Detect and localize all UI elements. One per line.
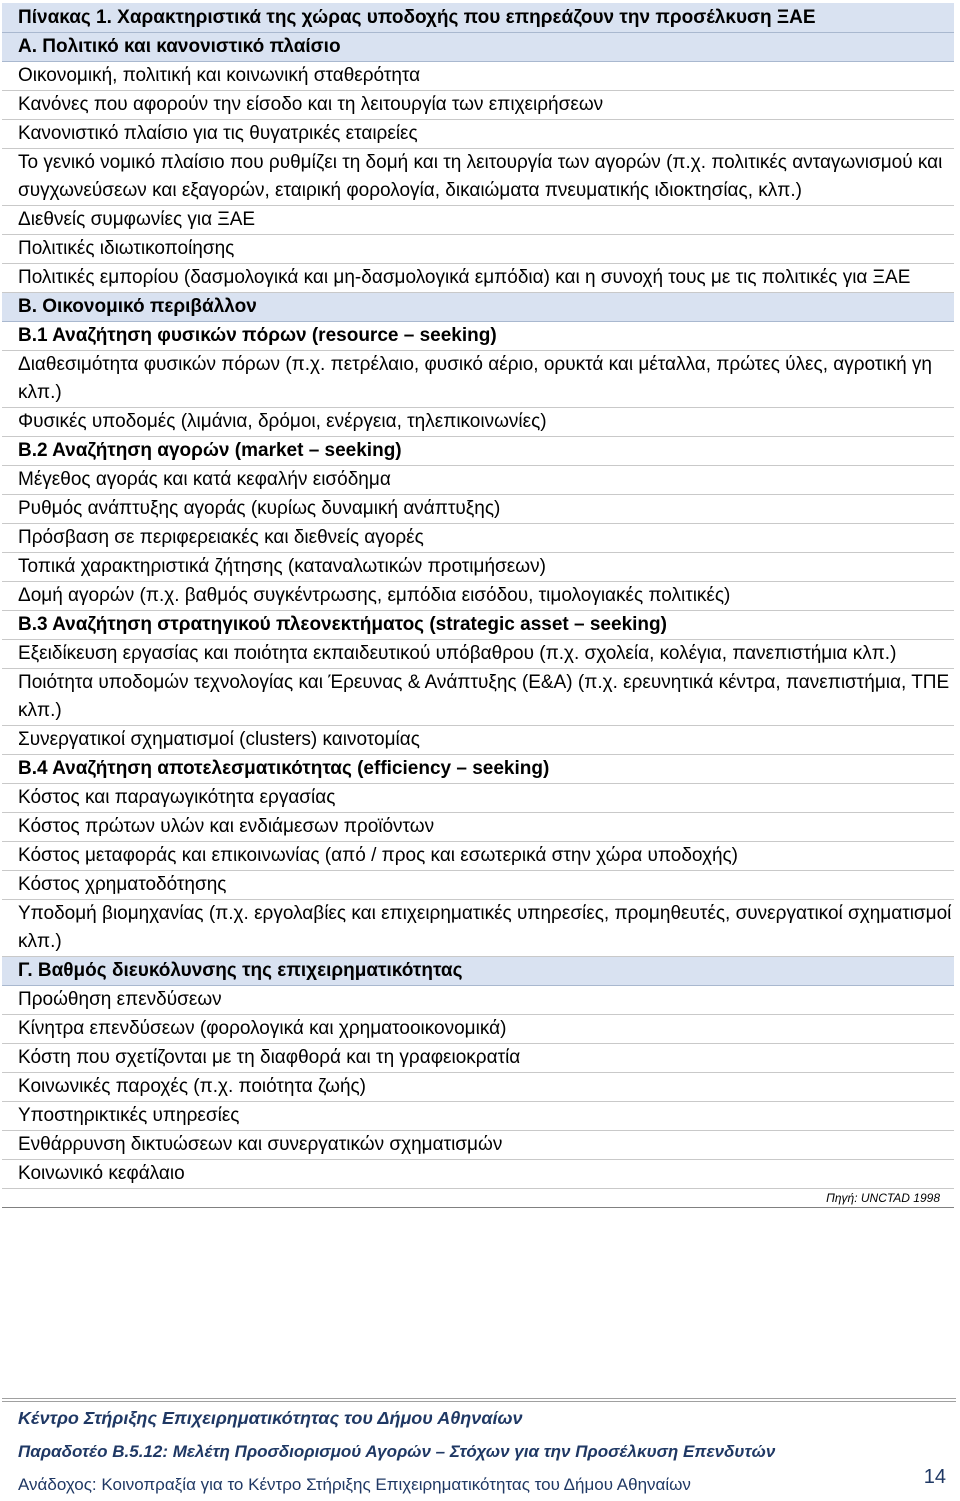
- table-row: [2, 149, 954, 206]
- table-cell: Κοινωνικό κεφάλαιο: [2, 1160, 954, 1189]
- table-row: [2, 871, 954, 900]
- table-cell: Οικονομική, πολιτική και κοινωνική σταθερότητα: [2, 62, 954, 91]
- factors-table: [2, 33, 954, 1208]
- table-row: [2, 986, 954, 1015]
- footer-contractor: Ανάδοχος: Κοινοπραξία για το Κέντρο Στήριξης Επιχειρηματικότητας του Δήμου Αθηναίων: [18, 1475, 691, 1494]
- table-row: [2, 1044, 954, 1073]
- table-cell: Ποιότητα υποδομών τεχνολογίας και Έρευνας & Ανάπτυξης (Ε&Α) (π.χ. ερευνητικά κέντρα, πανεπιστήμια, ΤΠΕ κλπ.): [2, 669, 954, 726]
- table-cell: Ενθάρρυνση δικτυώσεων και συνεργατικών σχηματισμών: [2, 1131, 954, 1160]
- table-row: [2, 351, 954, 408]
- section-header-row: [2, 957, 954, 986]
- table-cell: Κοινωνικές παροχές (π.χ. ποιότητα ζωής): [2, 1073, 954, 1102]
- table-row: [2, 495, 954, 524]
- table-row: [2, 582, 954, 611]
- table-row: [2, 784, 954, 813]
- subsection-row: [2, 322, 954, 351]
- table-cell: Κόστος χρηματοδότησης: [2, 871, 954, 900]
- subsection-row: [2, 611, 954, 640]
- table-row: [2, 408, 954, 437]
- page-number: 14: [923, 1466, 946, 1488]
- table-cell: Φυσικές υποδομές (λιμάνια, δρόμοι, ενέργεια, τηλεπικοινωνίες): [2, 408, 954, 437]
- table-row: [2, 640, 954, 669]
- table-cell: Κανόνες που αφορούν την είσοδο και τη λειτουργία των επιχειρήσεων: [2, 91, 954, 120]
- table-row: [2, 1073, 954, 1102]
- table-cell: Διαθεσιμότητα φυσικών πόρων (π.χ. πετρέλαιο, φυσικό αέριο, ορυκτά και μέταλλα, πρώτες ύλες, αγροτική γη κλπ.): [2, 351, 954, 408]
- table-row: [2, 120, 954, 149]
- table-row: [2, 1160, 954, 1189]
- table-cell: Εξειδίκευση εργασίας και ποιότητα εκπαιδευτικού υπόβαθρου (π.χ. σχολεία, κολέγια, πανεπιστήμια κλπ.): [2, 640, 954, 669]
- table-cell: Κίνητρα επενδύσεων (φορολογικά και χρηματοοικονομικά): [2, 1015, 954, 1044]
- table-row: [2, 466, 954, 495]
- table-cell: Υποδομή βιομηχανίας (π.χ. εργολαβίες και επιχειρηματικές υπηρεσίες, προμηθευτές, συνεργατικοί σχηματισμοί κλπ.): [2, 900, 954, 957]
- table-row: [2, 1102, 954, 1131]
- table-cell: Πρόσβαση σε περιφερειακές και διεθνείς αγορές: [2, 524, 954, 553]
- table-row: [2, 206, 954, 235]
- footer-organization: Κέντρο Στήριξης Επιχειρηματικότητας του Δήμου Αθηναίων: [18, 1408, 523, 1428]
- table-cell: Πολιτικές εμπορίου (δασμολογικά και μη-δασμολογικά εμπόδια) και η συνοχή τους με τις πολιτικές για ΞΑΕ: [2, 264, 954, 293]
- table-row: [2, 62, 954, 91]
- table-row: [2, 524, 954, 553]
- table-cell: Διεθνείς συμφωνίες για ΞΑΕ: [2, 206, 954, 235]
- table-row: [2, 553, 954, 582]
- table-row: [2, 669, 954, 726]
- table-cell: Β. Οικονομικό περιβάλλον: [2, 293, 954, 322]
- table-cell: Ρυθμός ανάπτυξης αγοράς (κυρίως δυναμική ανάπτυξης): [2, 495, 954, 524]
- subsection-row: [2, 755, 954, 784]
- table-cell: Συνεργατικοί σχηματισμοί (clusters) καινοτομίας: [2, 726, 954, 755]
- table-row: [2, 91, 954, 120]
- table-row: [2, 1015, 954, 1044]
- footer-deliverable: Παραδοτέο Β.5.12: Μελέτη Προσδιορισμού Αγορών – Στόχων για την Προσέλκυση Επενδυτών: [18, 1442, 776, 1461]
- table-row: [2, 726, 954, 755]
- footer-divider: [2, 1398, 956, 1399]
- table-cell: Προώθηση επενδύσεων: [2, 986, 954, 1015]
- table-cell: Α. Πολιτικό και κανονιστικό πλαίσιο: [2, 33, 954, 62]
- footer-divider-2: [2, 1401, 956, 1402]
- table-cell: Κόστη που σχετίζονται με τη διαφθορά και τη γραφειοκρατία: [2, 1044, 954, 1073]
- table-row: [2, 813, 954, 842]
- table-cell: Γ. Βαθμός διευκόλυνσης της επιχειρηματικότητας: [2, 957, 954, 986]
- table-cell: Κόστος και παραγωγικότητα εργασίας: [2, 784, 954, 813]
- table-cell: Β.1 Αναζήτηση φυσικών πόρων (resource – seeking): [2, 322, 954, 351]
- section-header-row: [2, 293, 954, 322]
- subsection-row: [2, 437, 954, 466]
- table-cell: Δομή αγορών (π.χ. βαθμός συγκέντρωσης, εμπόδια εισόδου, τιμολογιακές πολιτικές): [2, 582, 954, 611]
- table-row: [2, 235, 954, 264]
- table-cell: Κόστος πρώτων υλών και ενδιάμεσων προϊόντων: [2, 813, 954, 842]
- table-cell: Το γενικό νομικό πλαίσιο που ρυθμίζει τη δομή και τη λειτουργία των αγορών (π.χ. πολιτικές ανταγωνισμού και συγχωνεύσεων και εξαγορών, εταιρική φορολογία, δικαιώματα πνευματικής ιδιοκτησίας, κλπ.): [2, 149, 954, 206]
- table-cell: Β.4 Αναζήτηση αποτελεσματικότητας (efficiency – seeking): [2, 755, 954, 784]
- table-cell: Τοπικά χαρακτηριστικά ζήτησης (καταναλωτικών προτιμήσεων): [2, 553, 954, 582]
- table-row: [2, 264, 954, 293]
- table-cell: Κανονιστικό πλαίσιο για τις θυγατρικές εταιρείες: [2, 120, 954, 149]
- source-note: Πηγή: UNCTAD 1998: [2, 1189, 954, 1208]
- source-row: [2, 1189, 954, 1208]
- table-row: [2, 842, 954, 871]
- table-title: Πίνακας 1. Χαρακτηριστικά της χώρας υποδοχής που επηρεάζουν την προσέλκυση ΞΑΕ: [2, 3, 954, 33]
- table-cell: Κόστος μεταφοράς και επικοινωνίας (από / προς και εσωτερικά στην χώρα υποδοχής): [2, 842, 954, 871]
- section-header-row: [2, 33, 954, 62]
- table-cell: Υποστηρικτικές υπηρεσίες: [2, 1102, 954, 1131]
- table-cell: Πολιτικές ιδιωτικοποίησης: [2, 235, 954, 264]
- table-cell: Β.3 Αναζήτηση στρατηγικού πλεονεκτήματος (strategic asset – seeking): [2, 611, 954, 640]
- table-row: [2, 1131, 954, 1160]
- table-cell: Β.2 Αναζήτηση αγορών (market – seeking): [2, 437, 954, 466]
- table-row: [2, 900, 954, 957]
- table-cell: Μέγεθος αγοράς και κατά κεφαλήν εισόδημα: [2, 466, 954, 495]
